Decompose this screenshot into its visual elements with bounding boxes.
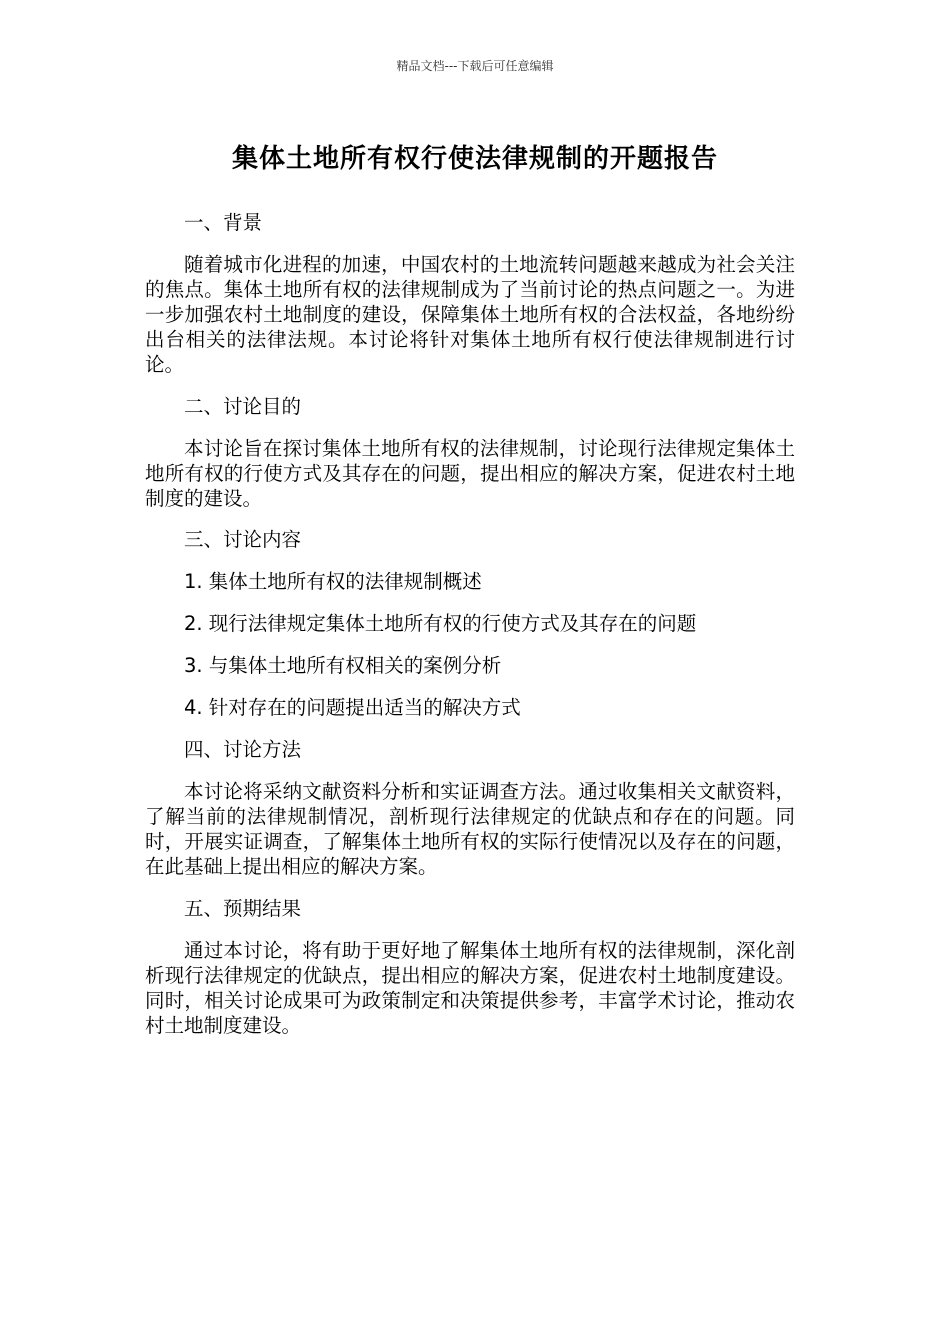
section-paragraph-results: 通过本讨论，将有助于更好地了解集体土地所有权的法律规制，深化剖析现行法律规定的优缺点，提出相应的解决方案，促进农村土地制度建设。同时，相关讨论成果可为政策制定和决策提供参考，丰富学术讨论，推动农村土地制度建设。 [145, 938, 795, 1037]
section-heading-content: 三、讨论内容 [184, 528, 302, 551]
section-paragraph-background: 随着城市化进程的加速，中国农村的土地流转问题越来越成为社会关注的焦点。集体土地所有权的法律规制成为了当前讨论的热点问题之一。为进一步加强农村土地制度的建设，保障集体土地所有权的合法权益，各地纷纷出台相关的法律法规。本讨论将针对集体土地所有权行使法律规制进行讨论。 [145, 253, 795, 376]
document-body [145, 210, 795, 1054]
section-heading-method: 四、讨论方法 [184, 738, 302, 761]
list-item: 2. 现行法律规定集体土地所有权的行使方式及其存在的问题 [184, 612, 697, 635]
document-title: 集体土地所有权行使法律规制的开题报告 [231, 144, 718, 174]
page-header: 精品文档---下载后可任意编辑 [396, 59, 554, 73]
section-paragraph-purpose: 本讨论旨在探讨集体土地所有权的法律规制，讨论现行法律规定集体土地所有权的行使方式及其存在的问题，提出相应的解决方案，促进农村土地制度的建设。 [145, 436, 795, 510]
section-heading-background: 一、背景 [184, 211, 263, 234]
list-item: 3. 与集体土地所有权相关的案例分析 [184, 654, 502, 677]
list-item: 4. 针对存在的问题提出适当的解决方式 [184, 696, 521, 719]
section-paragraph-method: 本讨论将采纳文献资料分析和实证调查方法。通过收集相关文献资料，了解当前的法律规制情况，剖析现行法律规定的优缺点和存在的问题。同时，开展实证调查，了解集体土地所有权的实际行使情况以及存在的问题，在此基础上提出相应的解决方案。 [145, 780, 795, 878]
list-item: 1. 集体土地所有权的法律规制概述 [184, 570, 482, 593]
section-heading-purpose: 二、讨论目的 [184, 394, 302, 418]
section-heading-results: 五、预期结果 [184, 896, 302, 920]
